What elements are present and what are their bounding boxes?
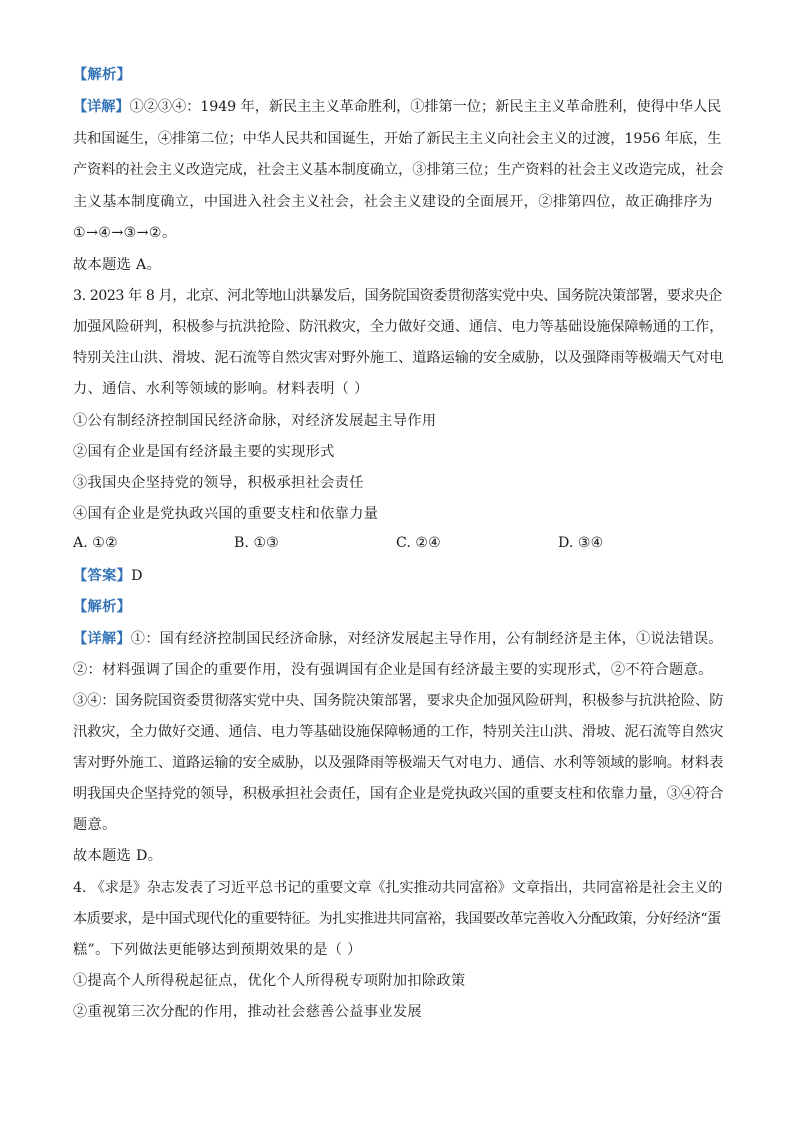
q3-item-2: ②国有企业是国有经济最主要的实现形式 bbox=[73, 444, 335, 460]
detail-line-1-1 bbox=[73, 97, 723, 117]
q4-stem-line-2: 本质要求，是中国式现代化的重要特征。为扎实推进共同富裕，我国要改革完善收入分配政策，分好经济“蛋 bbox=[73, 911, 721, 927]
analysis-heading-3: 【解析】 bbox=[73, 599, 132, 615]
q4-stem-line-3: 糕”。下列做法更能够达到预期效果的是（ ） bbox=[73, 942, 362, 958]
detail-line-1-5: ①→④→③→②。 bbox=[73, 225, 177, 241]
detail-line-1-2: 共和国诞生，④排第二位；中华人民共和国诞生，开始了新民主主义向社会主义的过渡，1956 年底，生 bbox=[73, 131, 722, 147]
detail-line-1-4: 主义基本制度确立，中国进入社会主义社会，社会主义建设的全面展开，②排第四位，故正确排序为 bbox=[73, 194, 713, 210]
detail-tag-1: 【详解】 bbox=[73, 99, 130, 115]
q3-analysis-line-4: 汛救灾，全力做好交通、通信、电力等基础设施保障畅通的工作，特别关注山洪、滑坡、泥石流等自然灾 bbox=[73, 724, 724, 740]
q4-item-1: ①提高个人所得税起征点，优化个人所得税专项附加扣除政策 bbox=[73, 973, 466, 989]
detail-tag-3: 【详解】 bbox=[73, 631, 131, 647]
conclusion-1: 故本题选 A。 bbox=[73, 257, 162, 273]
q3-analysis-line-2: ②：材料强调了国企的重要作用，没有强调国有企业是国有经济最主要的实现形式，②不符合题意。 bbox=[73, 662, 713, 678]
q3-analysis-line-6: 明我国央企坚持党的领导，积极承担社会责任，国有企业是党执政兴国的重要支柱和依靠力量，③④符合 bbox=[73, 786, 724, 802]
q3-answer-line bbox=[73, 566, 723, 586]
q3-stem-line-4: 力、通信、水利等领域的影响。材料表明（ ） bbox=[73, 381, 369, 397]
analysis-heading-1: 【解析】 bbox=[73, 67, 132, 83]
q3-stem-line-3: 特别关注山洪、滑坡、泥石流等自然灾害对野外施工、道路运输的安全威胁，以及强降雨等极端天气对电 bbox=[73, 350, 724, 366]
q3-options bbox=[73, 535, 723, 555]
q3-option-c: C. ②④ bbox=[396, 535, 441, 551]
q3-analysis-line-1 bbox=[73, 629, 723, 649]
q3-analysis-line-3: ③④：国务院国资委贯彻落实党中央、国务院决策部署，要求央企加强风险研判，积极参与抗洪抢险、防 bbox=[73, 693, 724, 709]
q3-analysis-line-5: 害对野外施工、道路运输的安全威胁，以及强降雨等极端天气对电力、通信、水利等领域的影响。材料表 bbox=[73, 755, 724, 771]
detail-line-1-3: 产资料的社会主义改造完成，社会主义基本制度确立，③排第三位；生产资料的社会主义改造完成，社会 bbox=[73, 162, 724, 178]
q4-item-2: ②重视第三次分配的作用，推动社会慈善公益事业发展 bbox=[73, 1004, 422, 1020]
conclusion-3: 故本题选 D。 bbox=[73, 848, 163, 864]
q3-item-1: ①公有制经济控制国民经济命脉，对经济发展起主导作用 bbox=[73, 413, 437, 429]
q3-option-b: B. ①③ bbox=[234, 535, 279, 551]
detail-text-1-1: ①②③④：1949 年，新民主主义革命胜利，①排第一位；新民主主义革命胜利，使得中华人民 bbox=[129, 99, 722, 115]
q3-answer: D bbox=[131, 568, 143, 584]
q3-analysis-line-7: 题意。 bbox=[73, 817, 117, 833]
q4-stem-line-1: 4. 《求是》杂志发表了习近平总书记的重要文章《扎实推动共同富裕》文章指出，共同富裕是社会主义的 bbox=[73, 880, 723, 896]
q3-item-3: ③我国央企坚持党的领导，积极承担社会责任 bbox=[73, 475, 364, 491]
q3-stem-line-2: 加强风险研判，积极参与抗洪抢险、防汛救灾，全力做好交通、通信、电力等基础设施保障畅通的工作， bbox=[73, 319, 724, 335]
q3-option-d: D. ③④ bbox=[558, 535, 604, 551]
q3-stem-line-1: 3. 2023 年 8 月，北京、河北等地山洪暴发后，国务院国资委贯彻落实党中央、国务院决策部署，要求央企 bbox=[73, 288, 722, 304]
q3-item-4: ④国有企业是党执政兴国的重要支柱和依靠力量 bbox=[73, 506, 379, 522]
answer-tag: 【答案】 bbox=[73, 568, 132, 584]
q3-analysis-text-1: ①：国有经济控制国民经济命脉，对经济发展起主导作用，公有制经济是主体，①说法错误。 bbox=[130, 631, 723, 647]
q3-option-a: A. ①② bbox=[73, 535, 118, 551]
